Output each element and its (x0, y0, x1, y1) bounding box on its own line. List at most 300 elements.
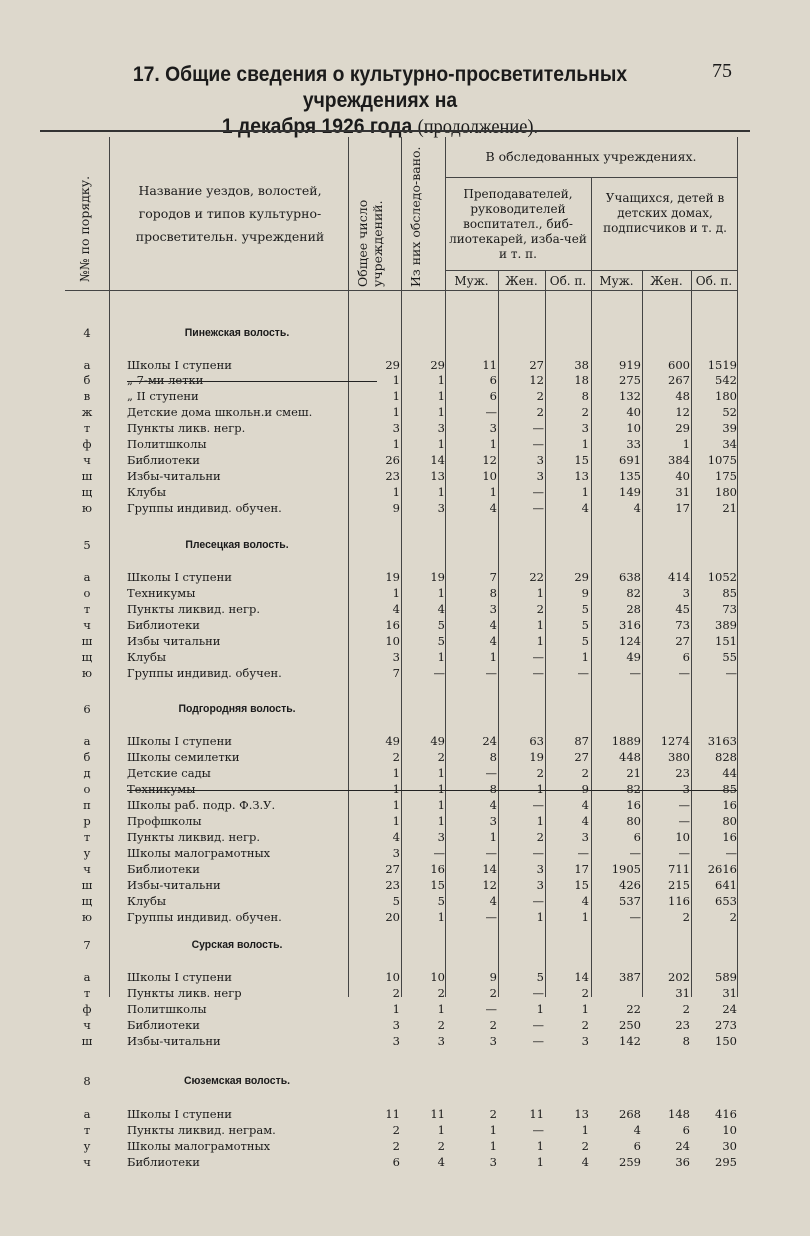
table-row (65, 910, 737, 924)
row-value: 29 (675, 421, 690, 435)
section-title: Подгородняя волость. (178, 703, 296, 715)
row-value: 4 (489, 501, 497, 515)
row-value: 1 (536, 782, 544, 796)
row-value: 273 (715, 1018, 737, 1032)
row-value: 10 (385, 634, 400, 648)
row-value: 4 (633, 501, 641, 515)
row-value: — (485, 846, 497, 860)
row-value: 135 (619, 469, 641, 483)
row-value: 27 (574, 750, 589, 764)
row-letter: ш (81, 469, 93, 483)
row-value: 27 (385, 862, 400, 876)
row-value: 1075 (707, 453, 737, 467)
row-value: 3 (489, 421, 497, 435)
row-value: 7 (489, 570, 497, 584)
row-value: 17 (574, 862, 589, 876)
row-value: 3 (581, 830, 589, 844)
row-value: 7 (392, 666, 400, 680)
row-value: 4 (489, 634, 497, 648)
row-value: 4 (633, 1123, 641, 1137)
table-row (65, 453, 737, 467)
row-value: 5 (581, 602, 589, 616)
top-rule (40, 130, 750, 132)
row-letter: ч (83, 1155, 91, 1169)
row-value: 268 (619, 1107, 641, 1121)
table-row (65, 1107, 737, 1121)
row-name: Избы-читальни (127, 469, 221, 483)
row-name: Клубы (127, 485, 167, 499)
strike-through-line (127, 381, 377, 382)
row-value: 12 (482, 878, 497, 892)
strike-through-line (127, 790, 737, 791)
row-value: 29 (430, 358, 445, 372)
row-value: 1 (489, 437, 497, 451)
row-value: 175 (715, 469, 737, 483)
row-value: 1 (437, 389, 445, 403)
row-value: 19 (385, 570, 400, 584)
row-value: 4 (489, 894, 497, 908)
row-value: 448 (619, 750, 641, 764)
row-value: 6 (633, 1139, 641, 1153)
row-letter: щ (81, 894, 93, 908)
row-value: 49 (385, 734, 400, 748)
row-value: 16 (722, 830, 737, 844)
row-value: 16 (385, 618, 400, 632)
row-letter: у (83, 1139, 91, 1153)
row-value: 10 (626, 421, 641, 435)
row-value: 1 (392, 373, 400, 387)
row-value: 1 (581, 1002, 589, 1016)
header-rule (445, 270, 737, 271)
row-value: 1 (536, 634, 544, 648)
row-value: 5 (437, 618, 445, 632)
row-value: 3 (437, 421, 445, 435)
table-row (65, 570, 737, 584)
row-value: 23 (675, 766, 690, 780)
page-title (67, 62, 693, 140)
row-value: 3 (392, 650, 400, 664)
row-value: 2 (392, 1123, 400, 1137)
row-value: 40 (675, 469, 690, 483)
row-letter: ч (83, 1018, 91, 1032)
row-value: — (532, 485, 544, 499)
row-value: 2 (536, 405, 544, 419)
row-value: 85 (722, 586, 737, 600)
row-value: 180 (715, 485, 737, 499)
row-value: 2 (581, 1139, 589, 1153)
row-value: 1 (489, 1123, 497, 1137)
row-value: 29 (574, 570, 589, 584)
row-value: 24 (482, 734, 497, 748)
section-title: Пинежская волость. (184, 327, 290, 339)
table-row (65, 878, 737, 892)
row-value: 142 (619, 1034, 641, 1048)
header-students-total: Об. п. (695, 274, 733, 288)
row-value: 6 (682, 650, 690, 664)
row-value: 3 (536, 878, 544, 892)
row-value: — (678, 814, 690, 828)
table-row (65, 750, 737, 764)
row-value: — (532, 986, 544, 1000)
title-date: 1 декабря 1926 года (221, 115, 413, 138)
row-value: 2 (536, 766, 544, 780)
row-value: 31 (675, 485, 690, 499)
row-value: 1 (392, 389, 400, 403)
row-letter: ш (81, 1034, 93, 1048)
row-value: 4 (489, 798, 497, 812)
row-value: 21 (626, 766, 641, 780)
row-value: 3 (392, 846, 400, 860)
section-header (65, 1073, 737, 1089)
row-letter: п (83, 798, 91, 812)
row-name: Пункты ликв. негр (127, 986, 242, 1000)
row-value: 13 (430, 469, 445, 483)
row-letter: б (83, 373, 91, 387)
row-value: — (485, 405, 497, 419)
row-value: 2 (729, 910, 737, 924)
table-row (65, 501, 737, 515)
header-rule (65, 290, 737, 291)
row-letter: т (83, 1123, 91, 1137)
row-value: 1 (489, 650, 497, 664)
row-value: 6 (633, 830, 641, 844)
row-value: 1 (489, 830, 497, 844)
row-value: 4 (581, 798, 589, 812)
row-letter: ю (81, 666, 92, 680)
row-value: 1905 (611, 862, 641, 876)
table-row (65, 1018, 737, 1032)
row-value: 3 (489, 814, 497, 828)
row-name: Пункты ликв. негр. (127, 421, 246, 435)
row-value: — (433, 846, 445, 860)
row-name: Детские сады (127, 766, 211, 780)
row-value: — (485, 666, 497, 680)
row-value: 2 (437, 986, 445, 1000)
row-name: Группы индивид. обучен. (127, 501, 282, 515)
row-value: 132 (619, 389, 641, 403)
row-value: 1 (536, 1139, 544, 1153)
row-value: 8 (581, 389, 589, 403)
row-name: Школы малограмотных (127, 846, 271, 860)
row-value: 73 (722, 602, 737, 616)
row-value: 4 (581, 814, 589, 828)
row-value: 2 (392, 986, 400, 1000)
row-value: 23 (675, 1018, 690, 1032)
row-value: 1 (536, 1155, 544, 1169)
row-letter: р (83, 814, 91, 828)
table-row (65, 1002, 737, 1016)
row-name: Избы-читальни (127, 878, 221, 892)
row-value: 3 (489, 1034, 497, 1048)
row-value: — (577, 666, 589, 680)
row-value: 45 (675, 602, 690, 616)
row-letter: т (83, 602, 91, 616)
row-value: — (629, 666, 641, 680)
row-value: — (532, 798, 544, 812)
row-value: 1 (536, 814, 544, 828)
header-name: Название уездов, волостей, городов и типов культурно-просветительн. учреждений (135, 183, 325, 244)
row-value: 1 (536, 910, 544, 924)
row-value: 5 (536, 970, 544, 984)
row-name: Техникумы (127, 782, 196, 796)
row-name: Школы I ступени (127, 734, 232, 748)
table-row (65, 586, 737, 600)
row-value: 3 (437, 501, 445, 515)
row-value: — (532, 1123, 544, 1137)
row-value: 1 (392, 485, 400, 499)
header-total: Общее число учреждений. (355, 199, 385, 287)
row-value: 1 (489, 485, 497, 499)
row-value: 416 (715, 1107, 737, 1121)
row-value: 3 (536, 862, 544, 876)
table-row (65, 1155, 737, 1169)
row-value: 919 (619, 358, 641, 372)
row-value: 10 (385, 970, 400, 984)
row-value: 31 (722, 986, 737, 1000)
row-value: 26 (385, 453, 400, 467)
row-value: 6 (682, 1123, 690, 1137)
row-value: 828 (715, 750, 737, 764)
row-value: 1 (437, 586, 445, 600)
row-value: 2 (581, 1018, 589, 1032)
row-value: 3 (489, 1155, 497, 1169)
row-value: 1 (536, 1002, 544, 1016)
row-letter: ч (83, 862, 91, 876)
section-title: Сурская волость. (191, 939, 283, 951)
row-name: Библиотеки (127, 1155, 200, 1169)
row-value: 20 (385, 910, 400, 924)
row-value: 267 (668, 373, 690, 387)
row-letter: ч (83, 453, 91, 467)
row-value: 80 (626, 814, 641, 828)
table-row (65, 1034, 737, 1048)
row-value: 10 (722, 1123, 737, 1137)
row-value: 589 (715, 970, 737, 984)
row-value: 4 (581, 501, 589, 515)
section-number: 7 (83, 938, 91, 952)
title-line-1: 17. Общие сведения о культурно-просветительных учреждениях на (132, 63, 628, 112)
table-row (65, 373, 737, 387)
row-value: — (532, 894, 544, 908)
row-value: 16 (626, 798, 641, 812)
table-row (65, 894, 737, 908)
row-value: 1 (437, 798, 445, 812)
row-value: 9 (489, 970, 497, 984)
row-letter: а (83, 570, 91, 584)
header-surveyed: Из них обследо-вано. (408, 146, 423, 287)
row-name: Библиотеки (127, 1018, 200, 1032)
row-value: 202 (668, 970, 690, 984)
row-name: Клубы (127, 894, 167, 908)
row-value: 73 (675, 618, 690, 632)
row-name: Профшколы (127, 814, 202, 828)
row-value: 1 (392, 798, 400, 812)
row-value: 49 (430, 734, 445, 748)
row-value: 30 (722, 1139, 737, 1153)
row-value: 14 (430, 453, 445, 467)
row-value: 80 (722, 814, 737, 828)
table-row (65, 666, 737, 680)
row-value: 2 (581, 405, 589, 419)
row-value: 5 (392, 894, 400, 908)
row-value: 3 (437, 830, 445, 844)
row-value: 8 (489, 782, 497, 796)
row-value: 11 (529, 1107, 544, 1121)
row-value: 4 (392, 830, 400, 844)
row-value: 63 (529, 734, 544, 748)
row-value: 12 (675, 405, 690, 419)
row-value: — (678, 798, 690, 812)
row-letter: о (83, 586, 91, 600)
row-value: 1 (581, 437, 589, 451)
row-value: 2 (437, 1139, 445, 1153)
table-row (65, 405, 737, 419)
table-row (65, 1139, 737, 1153)
row-letter: ж (81, 405, 93, 419)
table-row (65, 814, 737, 828)
row-value: 3 (682, 782, 690, 796)
row-value: 17 (675, 501, 690, 515)
row-value: 124 (619, 634, 641, 648)
row-letter: д (83, 766, 91, 780)
row-name: Школы раб. подр. Ф.З.У. (127, 798, 276, 812)
col-rule (737, 137, 738, 997)
table-row (65, 1123, 737, 1137)
row-value: 148 (668, 1107, 690, 1121)
row-value: 2616 (707, 862, 737, 876)
row-value: 85 (722, 782, 737, 796)
row-letter: ш (81, 634, 93, 648)
row-value: 1274 (660, 734, 690, 748)
row-value: 250 (619, 1018, 641, 1032)
row-value: 4 (437, 1155, 445, 1169)
row-value: 28 (626, 602, 641, 616)
row-value: 414 (668, 570, 690, 584)
row-value: 1 (437, 1123, 445, 1137)
row-value: 641 (715, 878, 737, 892)
row-value: — (485, 910, 497, 924)
table-row (65, 650, 737, 664)
section-header (65, 537, 737, 553)
row-value: 2 (392, 750, 400, 764)
section-title: Сюземская волость. (183, 1075, 291, 1087)
table-row (65, 602, 737, 616)
row-name: Пункты ликвид. негрaм. (127, 1123, 276, 1137)
row-name: Политшколы (127, 1002, 207, 1016)
row-name: „ II ступени (127, 389, 199, 403)
row-value: 38 (574, 358, 589, 372)
table-row (65, 389, 737, 403)
row-value: 1 (392, 782, 400, 796)
row-value: 1 (437, 1002, 445, 1016)
header-rule (445, 177, 737, 178)
row-value: 2 (437, 750, 445, 764)
row-value: 10 (675, 830, 690, 844)
row-value: 12 (529, 373, 544, 387)
row-value: 33 (626, 437, 641, 451)
row-value: 3 (536, 453, 544, 467)
row-value: 10 (482, 469, 497, 483)
header-teachers-female: Жен. (505, 274, 538, 288)
row-value: — (433, 666, 445, 680)
row-value: 13 (574, 469, 589, 483)
row-value: 44 (722, 766, 737, 780)
row-value: 1 (437, 485, 445, 499)
row-value: 11 (430, 1107, 445, 1121)
row-value: 2 (392, 1139, 400, 1153)
row-name: Пункты ликвид. негр. (127, 602, 261, 616)
row-name: Группы индивид. обучен. (127, 666, 282, 680)
row-value: 653 (715, 894, 737, 908)
row-value: 24 (722, 1002, 737, 1016)
header-students-male: Муж. (599, 274, 634, 288)
row-value: 6 (489, 373, 497, 387)
row-value: 13 (574, 1107, 589, 1121)
section-header (65, 937, 737, 953)
row-name: Школы I ступени (127, 570, 232, 584)
row-value: 5 (581, 618, 589, 632)
row-name: Библиотеки (127, 862, 200, 876)
row-value: 600 (668, 358, 690, 372)
row-value: 215 (668, 878, 690, 892)
row-value: — (629, 846, 641, 860)
row-value: 9 (581, 586, 589, 600)
row-value: 1 (437, 373, 445, 387)
row-value: 9 (392, 501, 400, 515)
row-letter: ч (83, 618, 91, 632)
row-name: Политшколы (127, 437, 207, 451)
table-row (65, 634, 737, 648)
row-value: — (532, 650, 544, 664)
table-row (65, 862, 737, 876)
row-name: „ 7-ми летки (127, 373, 204, 387)
row-value: 1 (489, 1139, 497, 1153)
row-value: 15 (430, 878, 445, 892)
table-row (65, 358, 737, 372)
row-value: 40 (626, 405, 641, 419)
row-name: Детские дома школьн.и смеш. (127, 405, 313, 419)
row-value: 1 (392, 586, 400, 600)
row-value: 52 (722, 405, 737, 419)
row-value: — (725, 666, 737, 680)
row-value: 150 (715, 1034, 737, 1048)
row-value: 1 (437, 405, 445, 419)
row-value: — (532, 1018, 544, 1032)
row-value: 1 (581, 485, 589, 499)
row-value: 426 (619, 878, 641, 892)
header-in-surveyed: В обследованных учреждениях. (485, 149, 697, 164)
row-value: — (532, 1034, 544, 1048)
row-letter: т (83, 421, 91, 435)
row-value: — (532, 846, 544, 860)
row-letter: а (83, 970, 91, 984)
table-row (65, 846, 737, 860)
row-value: 8 (489, 586, 497, 600)
table-row (65, 798, 737, 812)
row-value: 380 (668, 750, 690, 764)
row-letter: а (83, 734, 91, 748)
row-value: — (532, 421, 544, 435)
row-value: 149 (619, 485, 641, 499)
row-value: 87 (574, 734, 589, 748)
row-value: 1 (581, 1123, 589, 1137)
row-value: 542 (715, 373, 737, 387)
row-letter: ю (81, 501, 92, 515)
row-value: 3 (392, 1034, 400, 1048)
row-value: 1 (581, 650, 589, 664)
row-value: 5 (581, 634, 589, 648)
row-value: 3 (682, 586, 690, 600)
